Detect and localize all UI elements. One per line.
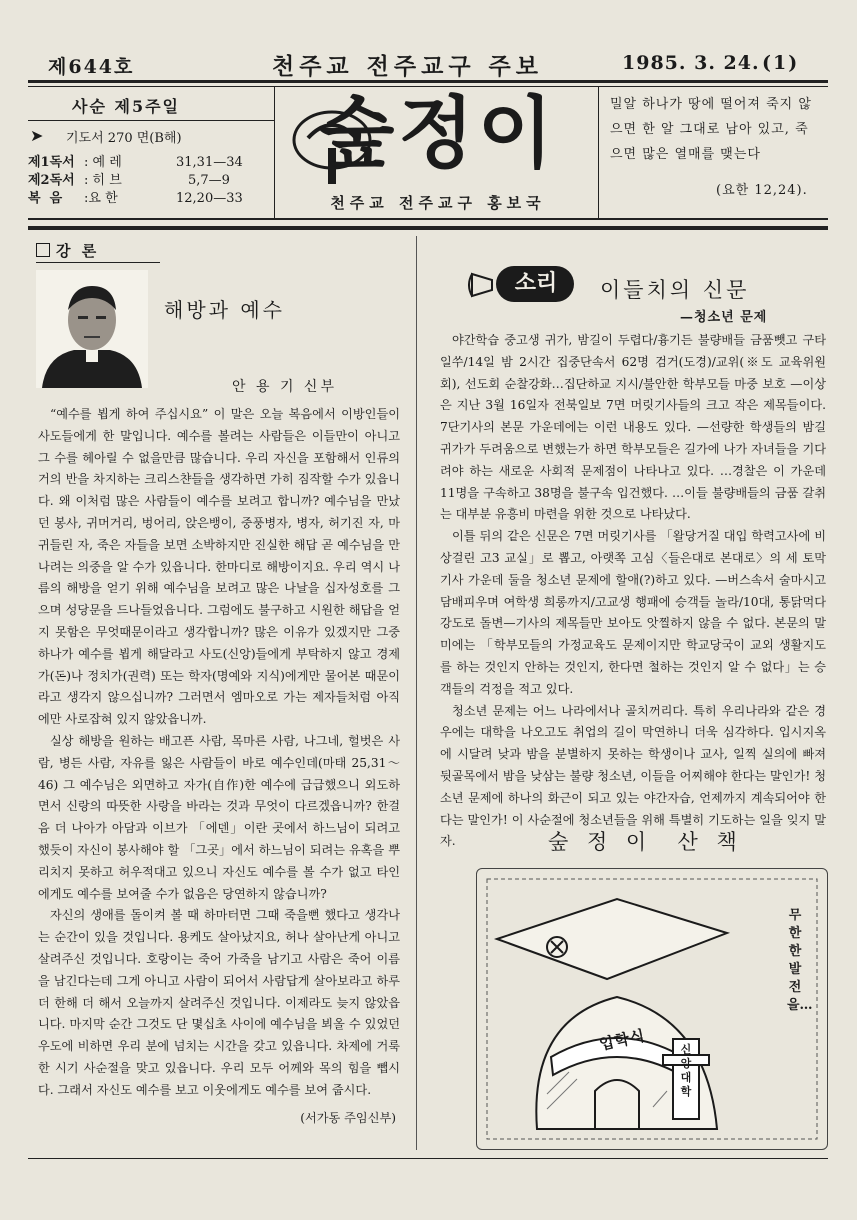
pen-mark: ➤	[30, 126, 44, 145]
sermon-paragraph: 자신의 생애를 돌이켜 볼 때 하마터면 그때 죽을뻔 했다고 생각나는 순간이 있을 것입니다. 용케도 살아났지요, 허나 살아난게 아니고 살려주신 것입니다. 호랑이는 죽어 가죽을 남기고 사람은 죽어 이름을 남긴다는데 그게 아니고 사람이 되어서 사람답게 살아보라고 하루 더 한해 더 해서 오늘까지 살려주신 것입니다. 이제라도 늦지 않았읍니다. 마지막 순간 그것도 단 몇십초 사이에 예수님을 뵈올 수 있었던 우도에 비하면 우리 분에 넘치는 시간을 갖고 있읍니다. 차제에 거룩한 시기 사순절을 맞고 있읍니다. 우리 모두 어께와 목의 힘을 뺍시다. 그래서 자신도 예수를 보고 이웃에게도 예수를 보여 줍시다.	[38, 908, 400, 1097]
reading-ref: 12,20—33	[176, 191, 243, 206]
reading-book: :요 한	[84, 191, 118, 206]
sermon-section-label: 강 론	[36, 240, 99, 261]
page-number: (1)	[762, 52, 800, 74]
column-divider	[416, 236, 417, 1150]
sermon-paragraph: 실상 해방을 원하는 배고픈 사람, 목마른 사람, 나그네, 헐벗은 사람, 병든 사람, 자유를 잃은 사람들이 바로 예수인데(마태 25,31～46) 그 예수님은 외면하고 자가(自作)한 예수에 급급했으니 외도하면서 신랑의 따뜻한 사랑을 바라는 것과 무엇이 다르겠읍니까? 한걸음 더 나아가 아담과 이브가 「에덴」이란 곳에서 하느님이 되려고 했듯이 자신이 봉사해야 할 「그곳」에서 하느님이 되려는 유혹을 뿌리치지 못하고 허우적대고 있으니 자신도 예수를 볼 수가 없고 타인에게도 예수를 보여줄 수가 없음은 당연하지 않습니까?	[38, 733, 400, 901]
news-body	[440, 330, 826, 853]
section-underline	[36, 262, 160, 263]
reading-book: : 히 브	[84, 173, 122, 188]
cartoon-title: 숲 정 이 산 책	[548, 830, 743, 854]
issue-date: 1985. 3. 24.	[622, 52, 760, 74]
sermon-paragraph: “예수를 뵙게 하여 주십시요” 이 말은 오늘 복음에서 이방인들이 사도들에게 한 말입니다. 예수를 볼려는 사람들은 이들만이 아니고 그 수를 헤아릴 수 없을만큼 많습니다. 우리 자신을 포함해서 인류의 거의 반을 차지하는 크리스챤들을 생각하면 가히 짐작할 수가 있읍니다. 왜 이처럼 많은 사람들이 예수를 보려고 합니까? 예수님을 만났던 봉사, 귀머거리, 벙어리, 앉은뱅이, 중풍병자, 병자, 허기진 자, 마귀들린 자, 죽은 자들을 보면 소박하지만 진실한 해답 곧 예수님을 만나려는 의중을 알 수가 있읍니다. 한마디로 해방이지요. 우리 역시 나름의 해방을 얻기 위해 예수님을 보려고 많은 나날을 십자성호를 그으며 성당문을 드나들었읍니다. 그럼에도 불구하고 시원한 해답을 얻지 못함은 무엇때문이라고 생각합니까? 많은 이유가 있겠지만 그중 하나가 예수를 뵙게 해달라고 사도(신앙)들에게 부탁하지 않고 경제가(돈)나 정치가(권력) 또는 학자(명예와 지식)에게만 물어본 때문이라고 생각지 않으십니까? 그러면서 엠마오로 가는 제자들처럼 아직에만 사로잡혀 있지 않았읍니까.	[38, 407, 400, 727]
reading-row	[28, 154, 274, 172]
gospel-verse: 밀알 하나가 땅에 떨어져 죽지 않으면 한 알 그대로 남아 있고, 죽으면 많은 열매를 맺는다	[610, 97, 812, 162]
reading-label: 복 음	[28, 191, 63, 206]
sermon-title: 해방과 예수	[164, 298, 285, 322]
graduation-cap-cartoon	[477, 869, 827, 1149]
liturgy-divider	[28, 120, 274, 121]
sunday-name: 사순 제5주일	[72, 97, 180, 116]
cartoon-frame	[476, 868, 828, 1150]
masthead-bottom-rule-thick	[28, 226, 828, 230]
author-photo	[36, 270, 148, 388]
reading-row	[28, 172, 274, 190]
page-bottom-rule	[28, 1158, 828, 1159]
checkbox-square-icon	[36, 243, 50, 257]
issue-number: 제644호	[48, 56, 135, 78]
prayer-book-ref: 기도서 270 면(B해)	[66, 131, 182, 146]
priest-portrait-icon	[36, 270, 148, 388]
masthead-subtitle: 천주교 전주교구 홍보국	[330, 194, 546, 212]
side-label: 신앙대학	[680, 1043, 692, 1098]
cap-label: 입학식	[597, 1026, 647, 1054]
sermon-body	[38, 404, 400, 1102]
reading-label: 제2독서	[28, 173, 75, 188]
masthead-bottom-rule	[28, 218, 828, 220]
publisher-line: 천주교 전주교구 주보	[272, 53, 543, 80]
masthead-logo	[288, 80, 588, 188]
reading-row	[28, 190, 274, 208]
news-paragraph: 이틀 뒤의 같은 신문은 7면 머릿기사를 「왈당거질 대입 학력고사에 비상걸린 고3 교실」로 뽑고, 아랫쪽 고심〈들은대로 본대로〉의 세 토막 기사 가운데 둘을 청소년 문제에 할애(?)하고 있다. —버스속서 술마시고 담배피우며 여학생 희롱까지/고교생 행패에 승객들 놀라/10대, 통닭먹다 강도로 돌변—기사의 제목들만 보아도 앗찔하지 않을 수 없다. 본문의 말미에는 「학부모들의 가정교육도 문제이지만 학교당국이 교외 생활지도를 하는 것인지 안하는 것인지, 한다면 철하는 것인지 알 수 없다」는 승객들의 걱정을 적고 있다.	[440, 529, 826, 696]
sermon-signature: (서가동 주임신부)	[300, 1111, 396, 1125]
reading-ref: 31,31—34	[176, 155, 243, 170]
verse-left-rule	[598, 86, 599, 218]
liturgy-box	[28, 86, 274, 214]
reading-ref: 5,7—9	[188, 173, 230, 188]
readings-list	[28, 154, 274, 208]
reading-label: 제1독서	[28, 155, 75, 170]
reading-book: : 예 레	[84, 155, 122, 170]
liturgy-right-rule	[274, 86, 275, 218]
sori-badge-label: 소리	[514, 271, 558, 296]
masthead-title: 숲정이	[318, 89, 558, 179]
news-subtitle: —청소년 문제	[680, 310, 768, 325]
sermon-author: 안 용 기 신부	[232, 379, 337, 395]
news-title: 이들치의 신문	[600, 278, 750, 302]
news-paragraph: 청소년 문제는 어느 나라에서나 골치꺼리다. 특히 우리나라와 같은 경우에는 대학을 나오고도 취업의 길이 막연하니 더욱 심각하다. 입시지옥에 시달려 낮과 밤을 분별하지 못하는 학생이나 교사, 일찍 실의에 빠져 뒷골목에서 밤을 낮삼는 불량 청소년, 이들을 어찌해야 한다는 말인가! 청소년 문제에 하나의 화근이 되고 있는 야간자습, 언제까지 계속되어야 한다는 말인가! 이 사순절에 청소년들을 위해 특별히 기도하는 일을 잊지 말자.	[440, 703, 826, 849]
gospel-verse-ref: (요한 12,24).	[716, 183, 808, 198]
cartoon-caption: 무한한 발전을…	[787, 908, 813, 1013]
news-paragraph: 야간학습 중고생 귀가, 밤길이 두렵다/흉기든 불량배들 금품뺏고 구타 일쑤/14일 밤 2시간 집중단속서 62명 검거(도경)/교위(※도 교육위원회), 선도회 순찰강화…집단하교 지시/불안한 학부모들 마중 보호 —이상은 지난 3월 16일자 전북일보 7면 머릿기사들의 크고 작은 제목들이다. 7단기사의 본문 가운데에는 이런 내용도 있다. —선량한 학생들의 밤길 귀가가 두려움으로 변했는가 하면 학부모들은 길가에 나가 자녀들을 기다려야 하는 새로운 사회적 문제점이 나타나고 있다. …경찰은 이 가운데 11명을 구속하고 38명을 불구속 입건했다. …이들 불량배들의 금품 갈취는 대부분 유흥비 마련을 위한 것으로 나타났다.	[440, 333, 826, 522]
sori-badge	[468, 262, 578, 306]
